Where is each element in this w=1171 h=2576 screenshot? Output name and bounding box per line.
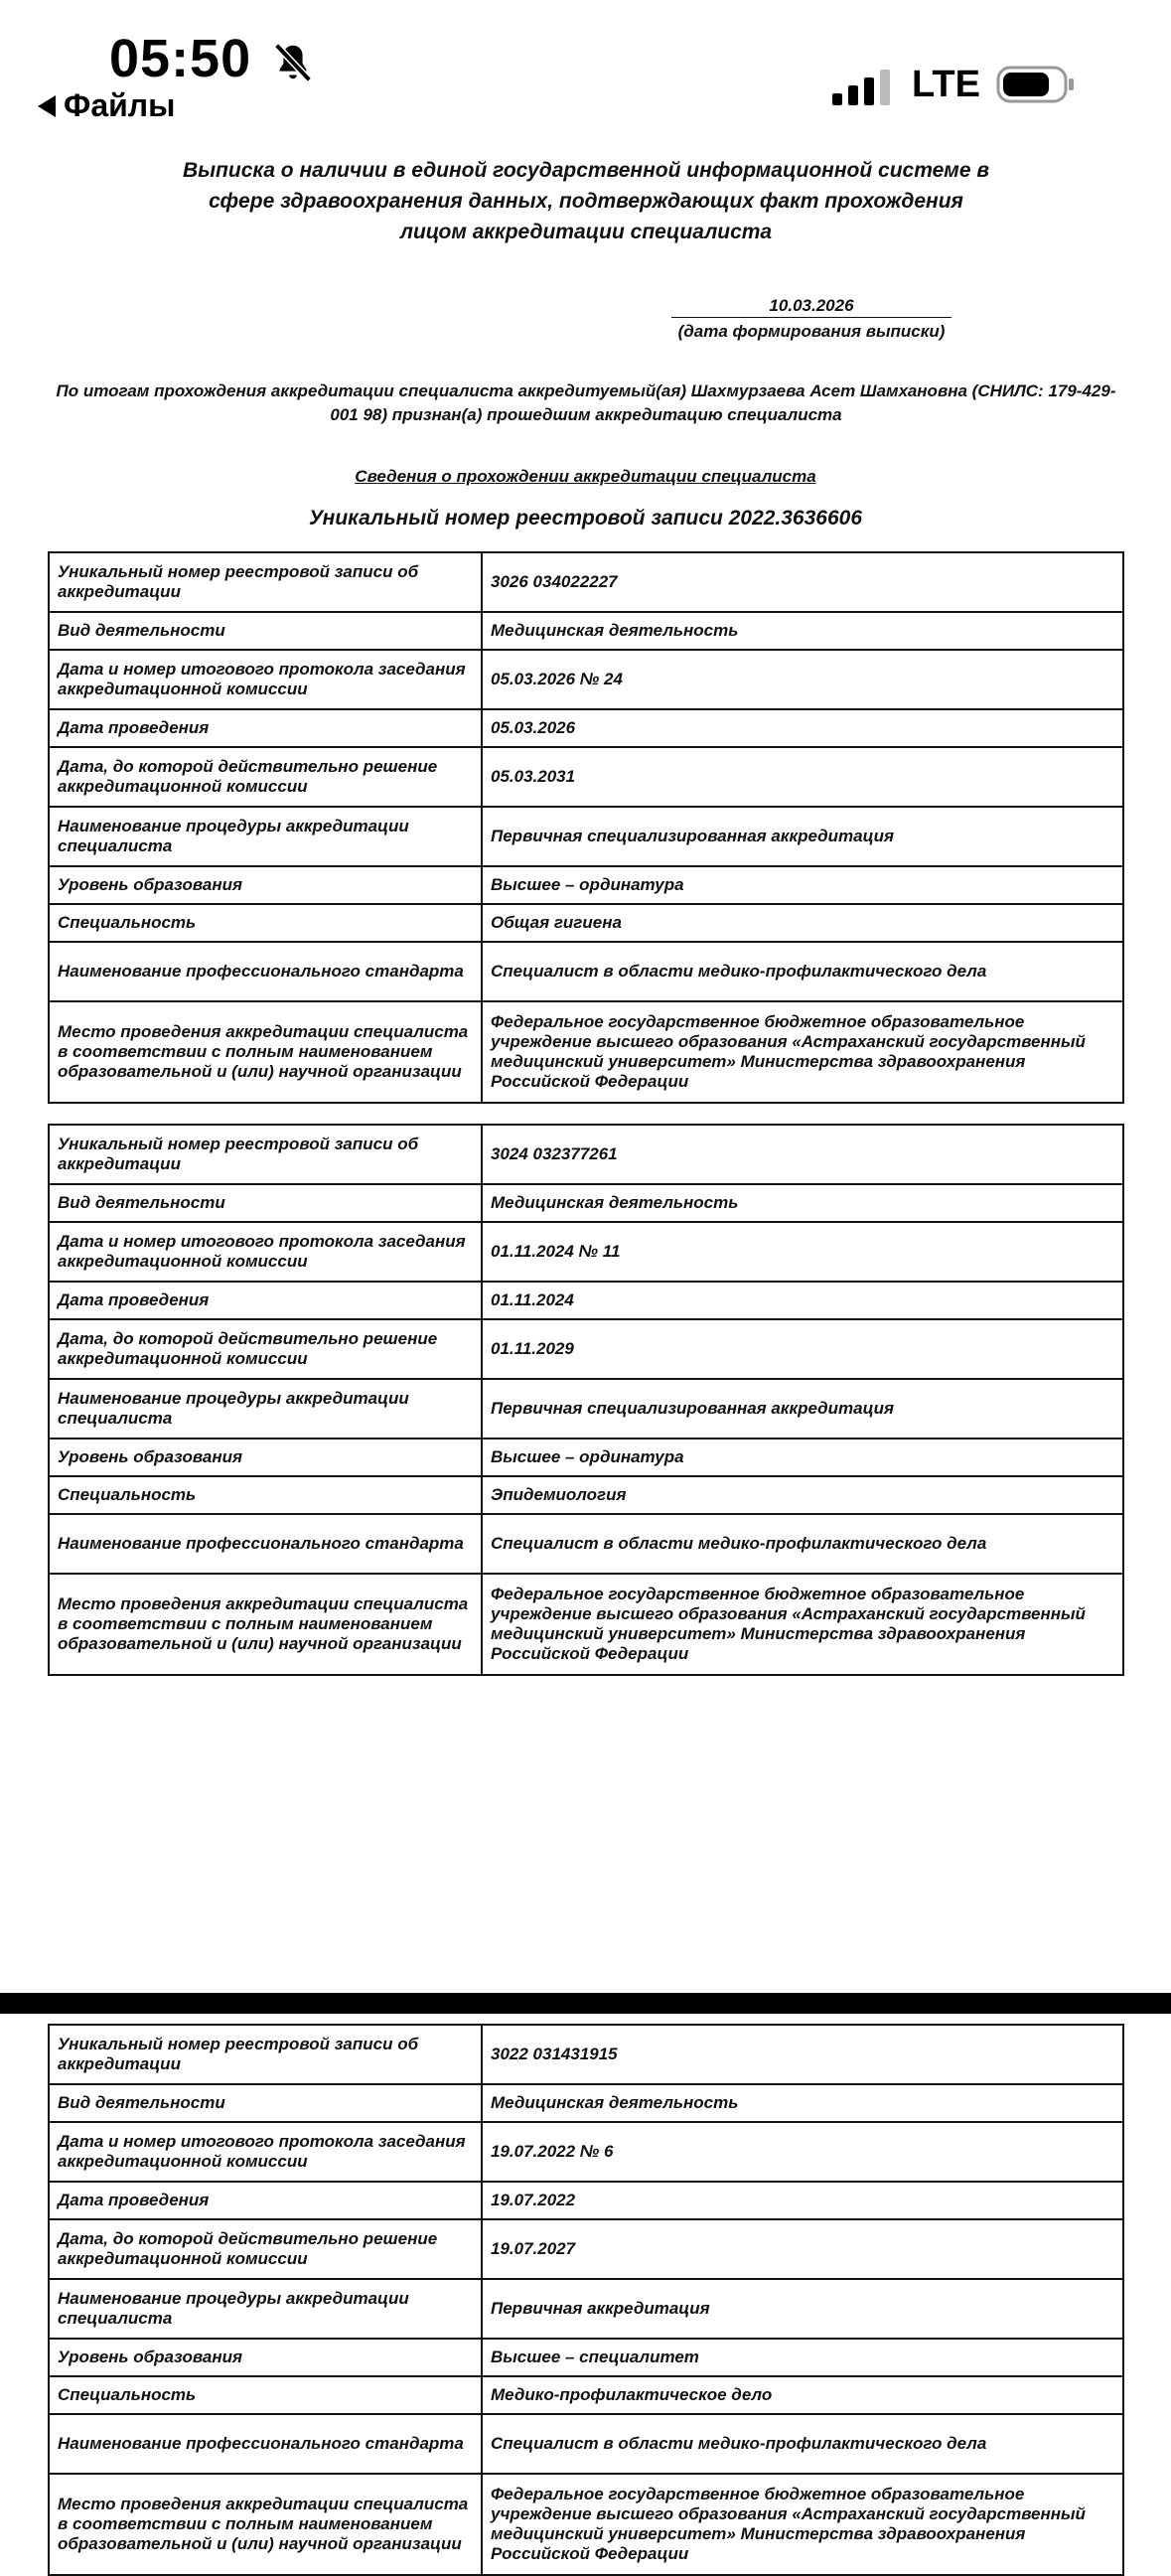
field-value: Специалист в области медико-профилактического дела	[482, 2414, 1123, 2474]
cellular-signal-icon	[832, 70, 892, 105]
field-value: Высшее – ординатура	[482, 866, 1123, 904]
table-row	[49, 2084, 1123, 2122]
table-row	[49, 552, 1123, 612]
field-value: 3024 032377261	[482, 1125, 1123, 1184]
field-value: 19.07.2022 № 6	[482, 2122, 1123, 2182]
field-value: Первичная специализированная аккредитация	[482, 1379, 1123, 1439]
table-row	[49, 904, 1123, 942]
document-title: Выписка о наличии в единой государственной информационной системе в сфере здравоохранения данных, подтверждающих факт прохождения лицом аккредитации специалиста	[182, 159, 990, 243]
battery-icon	[996, 66, 1076, 103]
field-label: Дата, до которой действительно решение аккредитационной комиссии	[49, 1319, 482, 1379]
field-label: Дата проведения	[49, 1282, 482, 1319]
field-label: Наименование профессионального стандарта	[49, 942, 482, 1001]
field-value: Медико-профилактическое дело	[482, 2376, 1123, 2414]
field-value: Первичная специализированная аккредитация	[482, 807, 1123, 866]
accreditation-record-table	[48, 2024, 1124, 2576]
field-label: Специальность	[49, 1476, 482, 1514]
field-value: Высшее – специалитет	[482, 2339, 1123, 2376]
table-row	[49, 2025, 1123, 2084]
field-value: 01.11.2029	[482, 1319, 1123, 1379]
table-row	[49, 612, 1123, 650]
table-row	[49, 2414, 1123, 2474]
back-button[interactable]	[38, 87, 175, 124]
table-row	[49, 1282, 1123, 1319]
field-value: 3026 034022227	[482, 552, 1123, 612]
field-label: Вид деятельности	[49, 2084, 482, 2122]
table-row	[49, 650, 1123, 709]
table-row	[49, 866, 1123, 904]
field-label: Уникальный номер реестровой записи об аккредитации	[49, 2025, 482, 2084]
field-label: Дата, до которой действительно решение аккредитационной комиссии	[49, 747, 482, 807]
field-value: Федеральное государственное бюджетное образовательное учреждение высшего образования «Астраханский государственный медицинский университет» Министерства здравоохранения Российской Федерации	[482, 2474, 1123, 2575]
field-label: Дата проведения	[49, 2182, 482, 2219]
table-row	[49, 1476, 1123, 1514]
field-label: Дата и номер итогового протокола заседания аккредитационной комиссии	[49, 2122, 482, 2182]
field-value: Федеральное государственное бюджетное образовательное учреждение высшего образования «Астраханский государственный медицинский университет» Министерства здравоохранения Российской Федерации	[482, 1574, 1123, 1675]
table-row	[49, 807, 1123, 866]
table-row	[49, 747, 1123, 807]
field-label: Специальность	[49, 2376, 482, 2414]
table-row	[49, 1379, 1123, 1439]
field-value: Медицинская деятельность	[482, 2084, 1123, 2122]
accreditation-record-table	[48, 1124, 1124, 1676]
table-row	[49, 1125, 1123, 1184]
field-value: Медицинская деятельность	[482, 1184, 1123, 1222]
field-value: 05.03.2031	[482, 747, 1123, 807]
field-value: 01.11.2024 № 11	[482, 1222, 1123, 1282]
field-label: Место проведения аккредитации специалиста в соответствии с полным наименованием образовательной и (или) научной организации	[49, 2474, 482, 2575]
field-label: Уникальный номер реестровой записи об аккредитации	[49, 1125, 482, 1184]
page-divider	[0, 1993, 1171, 2014]
field-label: Специальность	[49, 904, 482, 942]
field-value: 05.03.2026 № 24	[482, 650, 1123, 709]
field-value: Специалист в области медико-профилактического дела	[482, 1514, 1123, 1574]
table-row	[49, 1001, 1123, 1103]
field-value: Высшее – ординатура	[482, 1439, 1123, 1476]
field-label: Уникальный номер реестровой записи об аккредитации	[49, 552, 482, 612]
table-row	[49, 2279, 1123, 2339]
table-row	[49, 1439, 1123, 1476]
field-label: Наименование процедуры аккредитации специалиста	[49, 2279, 482, 2339]
accreditation-result-text: По итогам прохождения аккредитации специалиста аккредитуемый(ая) Шахмурзаева Асет Шамхановна (СНИЛС: 179-429-001 98) признан(а) прошедшим аккредитацию специалиста	[56, 381, 1116, 424]
accreditation-record-table	[48, 551, 1124, 1104]
field-value: Федеральное государственное бюджетное образовательное учреждение высшего образования «Астраханский государственный медицинский университет» Министерства здравоохранения Российской Федерации	[482, 1001, 1123, 1103]
field-label: Вид деятельности	[49, 1184, 482, 1222]
table-row	[49, 2474, 1123, 2575]
field-label: Дата и номер итогового протокола заседания аккредитационной комиссии	[49, 1222, 482, 1282]
field-label: Уровень образования	[49, 1439, 482, 1476]
field-label: Место проведения аккредитации специалиста в соответствии с полным наименованием образовательной и (или) научной организации	[49, 1574, 482, 1675]
section-heading: Сведения о прохождении аккредитации специалиста	[355, 467, 816, 486]
table-row	[49, 2219, 1123, 2279]
field-label: Уровень образования	[49, 866, 482, 904]
table-row	[49, 1222, 1123, 1282]
table-row	[49, 2376, 1123, 2414]
table-row	[49, 2339, 1123, 2376]
field-label: Уровень образования	[49, 2339, 482, 2376]
table-row	[49, 1184, 1123, 1222]
bell-slash-icon	[270, 40, 316, 85]
field-label: Дата проведения	[49, 709, 482, 747]
field-value: 3022 031431915	[482, 2025, 1123, 2084]
field-label: Вид деятельности	[49, 612, 482, 650]
extract-date: 10.03.2026	[671, 296, 951, 318]
field-value: 05.03.2026	[482, 709, 1123, 747]
network-type: LTE	[912, 64, 980, 105]
table-row	[49, 1319, 1123, 1379]
field-value: Эпидемиология	[482, 1476, 1123, 1514]
table-row	[49, 942, 1123, 1001]
field-label: Наименование процедуры аккредитации специалиста	[49, 1379, 482, 1439]
table-row	[49, 2182, 1123, 2219]
field-value: 19.07.2027	[482, 2219, 1123, 2279]
table-row	[49, 709, 1123, 747]
field-label: Наименование профессионального стандарта	[49, 2414, 482, 2474]
back-label: Файлы	[64, 87, 176, 123]
back-arrow-icon	[38, 95, 56, 117]
field-label: Наименование процедуры аккредитации специалиста	[49, 807, 482, 866]
table-row	[49, 1514, 1123, 1574]
field-value: Общая гигиена	[482, 904, 1123, 942]
field-label: Дата, до которой действительно решение аккредитационной комиссии	[49, 2219, 482, 2279]
registry-number-heading: Уникальный номер реестровой записи 2022.3636606	[308, 507, 863, 530]
field-value: Медицинская деятельность	[482, 612, 1123, 650]
field-label: Наименование профессионального стандарта	[49, 1514, 482, 1574]
table-row	[49, 1574, 1123, 1675]
field-value: 01.11.2024	[482, 1282, 1123, 1319]
table-row	[49, 2122, 1123, 2182]
extract-date-caption: (дата формирования выписки)	[677, 322, 946, 341]
status-bar	[0, 0, 1171, 129]
field-value: 19.07.2022	[482, 2182, 1123, 2219]
field-value: Специалист в области медико-профилактического дела	[482, 942, 1123, 1001]
field-label: Место проведения аккредитации специалиста в соответствии с полным наименованием образовательной и (или) научной организации	[49, 1001, 482, 1103]
field-value: Первичная аккредитация	[482, 2279, 1123, 2339]
clock-time: 05:50	[109, 29, 252, 88]
field-label: Дата и номер итогового протокола заседания аккредитационной комиссии	[49, 650, 482, 709]
